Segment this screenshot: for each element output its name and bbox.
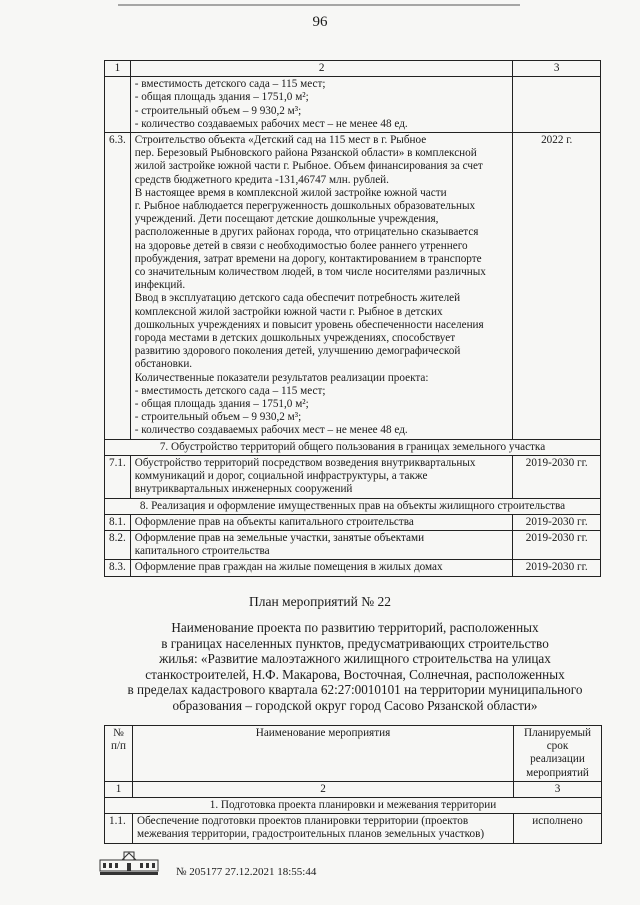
text-line: дошкольных учреждениях и повысит уровень обеспеченности населения — [134, 318, 484, 331]
text-line: - количество создаваемых рабочих мест – не менее 48 ед. — [134, 424, 408, 437]
term-cell: 2019-2030 гг. — [513, 530, 601, 559]
text-line: г. Рыбное наблюдается перегруженность дошкольных образовательных — [134, 200, 476, 213]
table-header-row — [105, 726, 602, 782]
table-row — [105, 514, 601, 530]
text-line: - количество создаваемых рабочих мест – не менее 48 ед. — [134, 117, 408, 130]
text-line: Обеспечение подготовки проектов планировки территории (проектов — [136, 815, 469, 828]
text-line: внутриквартальных инженерных сооружений — [134, 483, 353, 496]
section-title: 8. Реализация и оформление имущественных прав на объекты жилищного строительства — [105, 498, 601, 514]
header-line: срок реализации — [530, 740, 585, 766]
title-line: Наименование проекта по развитию территорий, расположенных — [171, 620, 539, 635]
section-row — [105, 498, 601, 514]
text-line: средств бюджетного кредита -131,46747 млн. рублей. — [134, 173, 389, 186]
section-row — [105, 439, 601, 455]
index-cell: 1 — [105, 781, 133, 797]
text-line: - строительный объем – 9 930,2 м³; — [134, 104, 302, 117]
table-index-row — [105, 781, 602, 797]
header-num — [105, 726, 133, 782]
text-line: Оформление прав на земельные участки, занятые объектами — [134, 531, 425, 544]
title-line: в пределах кадастрового квартала 62:27:0010101 на территории муниципального — [127, 682, 583, 697]
term-cell: 2019-2030 гг. — [513, 560, 601, 576]
index-cell: 2 — [130, 61, 513, 77]
header-line: мероприятий — [526, 766, 589, 779]
title-line: образования – городской округ город Сасово Рязанской области» — [172, 697, 538, 713]
section-title: 1. Подготовка проекта планировки и межевания территории — [105, 798, 602, 814]
term-cell: 2022 г. — [513, 133, 601, 440]
index-cell: 3 — [514, 781, 602, 797]
measures-table-continued — [104, 60, 601, 577]
text-line: Обустройство территорий посредством возведения внутриквартальных — [134, 456, 476, 469]
title-line: жилья: «Развитие малоэтажного жилищного строительства на улицах — [159, 651, 551, 666]
text-line: пробуждения, затрат времени на дорогу, контактированием в транспорте — [134, 252, 482, 265]
table-row — [105, 455, 601, 498]
term-cell: 2019-2030 гг. — [513, 455, 601, 498]
index-cell: 1 — [105, 61, 131, 77]
num-cell: 6.3. — [105, 133, 131, 440]
index-cell: 3 — [513, 61, 601, 77]
text-line: инфекций. — [134, 279, 186, 292]
term-cell: исполнено — [514, 814, 602, 843]
table-row — [105, 530, 601, 559]
project-title — [110, 620, 600, 713]
num-cell: 1.1. — [105, 814, 133, 843]
text-line: на здоровье детей в связи с необходимостью более раннего утреннего — [134, 239, 468, 252]
document-stamp: № 205177 27.12.2021 18:55:44 — [176, 866, 317, 878]
text-line: Строительство объекта «Детский сад на 115 мест в г. Рыбное — [134, 134, 427, 147]
text-line: со значительным количеством людей, в том числе носителями различных — [134, 266, 486, 279]
text-line: Количественные показатели результатов реализации проекта: — [134, 371, 429, 384]
text-line: пер. Березовый Рыбновского района Рязанской области» в комплексной — [134, 147, 477, 160]
index-cell: 2 — [132, 781, 513, 797]
header-line: п/п — [110, 740, 127, 753]
table-row — [105, 77, 601, 133]
text-line: - вместимость детского сада – 115 мест; — [134, 384, 326, 397]
text-line: В настоящее время в комплексной жилой застройке южной части — [134, 186, 447, 199]
section-row — [105, 798, 602, 814]
text-line: расположенные в других районах города, что отрицательно сказывается — [134, 226, 479, 239]
text-line: межевания территории, градостроительных планов земельных участков) — [136, 828, 485, 841]
header-line: Планируемый — [523, 727, 592, 739]
title-line: в границах населенных пунктов, предусматривающих строительство — [161, 635, 549, 651]
text-line: жилой застройке южной части г. Рыбное. Объем финансирования за счет — [134, 160, 483, 173]
text-cell — [130, 530, 513, 559]
text-line: развитию здорового поколения детей, улучшению демографической — [134, 345, 461, 358]
text-line: капитального строительства — [134, 545, 270, 558]
title-line: станкостроителей, Н.Ф. Макарова, Восточная, Солнечная, расположенных — [145, 666, 565, 682]
text-cell — [130, 133, 513, 440]
num-cell: 8.3. — [105, 560, 131, 576]
header-term — [514, 726, 602, 782]
text-cell — [132, 814, 513, 843]
num-cell: 7.1. — [105, 455, 131, 498]
top-edge-line — [118, 4, 520, 6]
text-cell — [130, 455, 513, 498]
table-row — [105, 133, 601, 440]
text-line: - общая площадь здания – 1751,0 м²; — [134, 91, 309, 104]
plan-22-table — [104, 725, 602, 844]
printing-house-logo-icon — [98, 850, 160, 876]
text-cell — [130, 77, 513, 133]
text-line: - вместимость детского сада – 115 мест; — [134, 78, 326, 91]
text-line: коммуникаций и дорог, социальной инфраструктуры, а также — [134, 470, 428, 483]
term-cell — [513, 77, 601, 133]
num-cell — [105, 77, 131, 133]
table-index-row — [105, 61, 601, 77]
page-number: 96 — [312, 14, 328, 30]
text-line: учреждений. Дети посещают детские дошкольные учреждения, — [134, 213, 439, 226]
text-cell: Оформление прав на объекты капитального строительства — [130, 514, 513, 530]
num-cell: 8.1. — [105, 514, 131, 530]
num-cell: 8.2. — [105, 530, 131, 559]
text-line: - строительный объем – 9 930,2 м³; — [134, 411, 302, 424]
table-row — [105, 560, 601, 576]
text-line: комплексной жилой застройки южной части г. Рыбное в детских — [134, 305, 443, 318]
plan-heading: План мероприятий № 22 — [248, 594, 391, 609]
header-name: Наименование мероприятия — [132, 726, 513, 782]
text-cell: Оформление прав граждан на жилые помещения в жилых домах — [130, 560, 513, 576]
text-line: обстановки. — [134, 358, 193, 371]
text-line: города местами в детских дошкольных учреждениях, способствует — [134, 332, 456, 345]
text-line: - общая площадь здания – 1751,0 м²; — [134, 398, 309, 411]
term-cell: 2019-2030 гг. — [513, 514, 601, 530]
text-line: Ввод в эксплуатацию детского сада обеспечит потребность жителей — [134, 292, 461, 305]
section-title: 7. Обустройство территорий общего пользования в границах земельного участка — [105, 439, 601, 455]
header-line: № — [113, 727, 124, 739]
table-row — [105, 814, 602, 843]
